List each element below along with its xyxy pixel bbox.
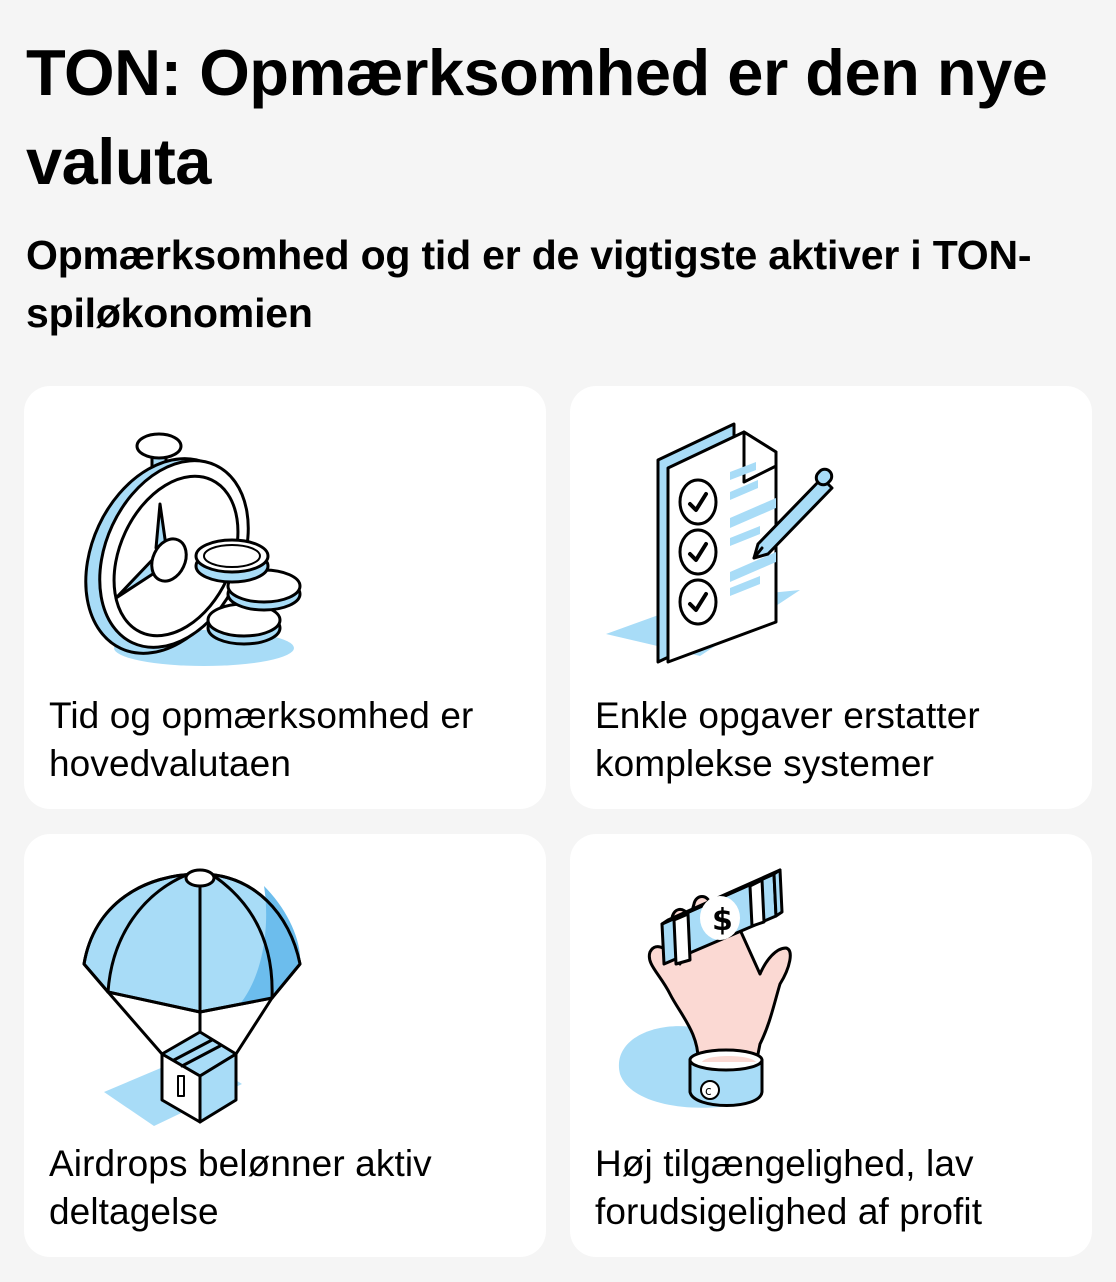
feature-card-text: Høj tilgængelighed, lav forudsigelighed af profit bbox=[595, 1143, 983, 1232]
svg-text:$: $ bbox=[712, 903, 733, 938]
checklist-pen-icon bbox=[610, 416, 890, 686]
page-title: TON: Opmærksomhed er den nye valuta bbox=[26, 36, 1048, 198]
feature-card-text: Enkle opgaver erstatter komplekse systemer bbox=[595, 695, 980, 784]
feature-card-time-attention bbox=[24, 386, 546, 809]
parachute-box-icon bbox=[64, 864, 344, 1134]
stopwatch-coins-icon bbox=[64, 416, 344, 686]
page-subtitle: Opmærksomhed og tid er de vigtigste aktiver i TON-spiløkonomien bbox=[26, 232, 1032, 336]
feature-card-simple-tasks bbox=[570, 386, 1092, 809]
feature-card-text: Tid og opmærksomhed er hovedvalutaen bbox=[49, 695, 474, 784]
hand-money-icon bbox=[610, 864, 890, 1134]
feature-card-accessibility bbox=[570, 834, 1092, 1257]
svg-text:c: c bbox=[705, 1084, 712, 1098]
feature-card-text: Airdrops belønner aktiv deltagelse bbox=[49, 1143, 432, 1232]
feature-card-airdrops bbox=[24, 834, 546, 1257]
feature-grid bbox=[24, 386, 1092, 1257]
